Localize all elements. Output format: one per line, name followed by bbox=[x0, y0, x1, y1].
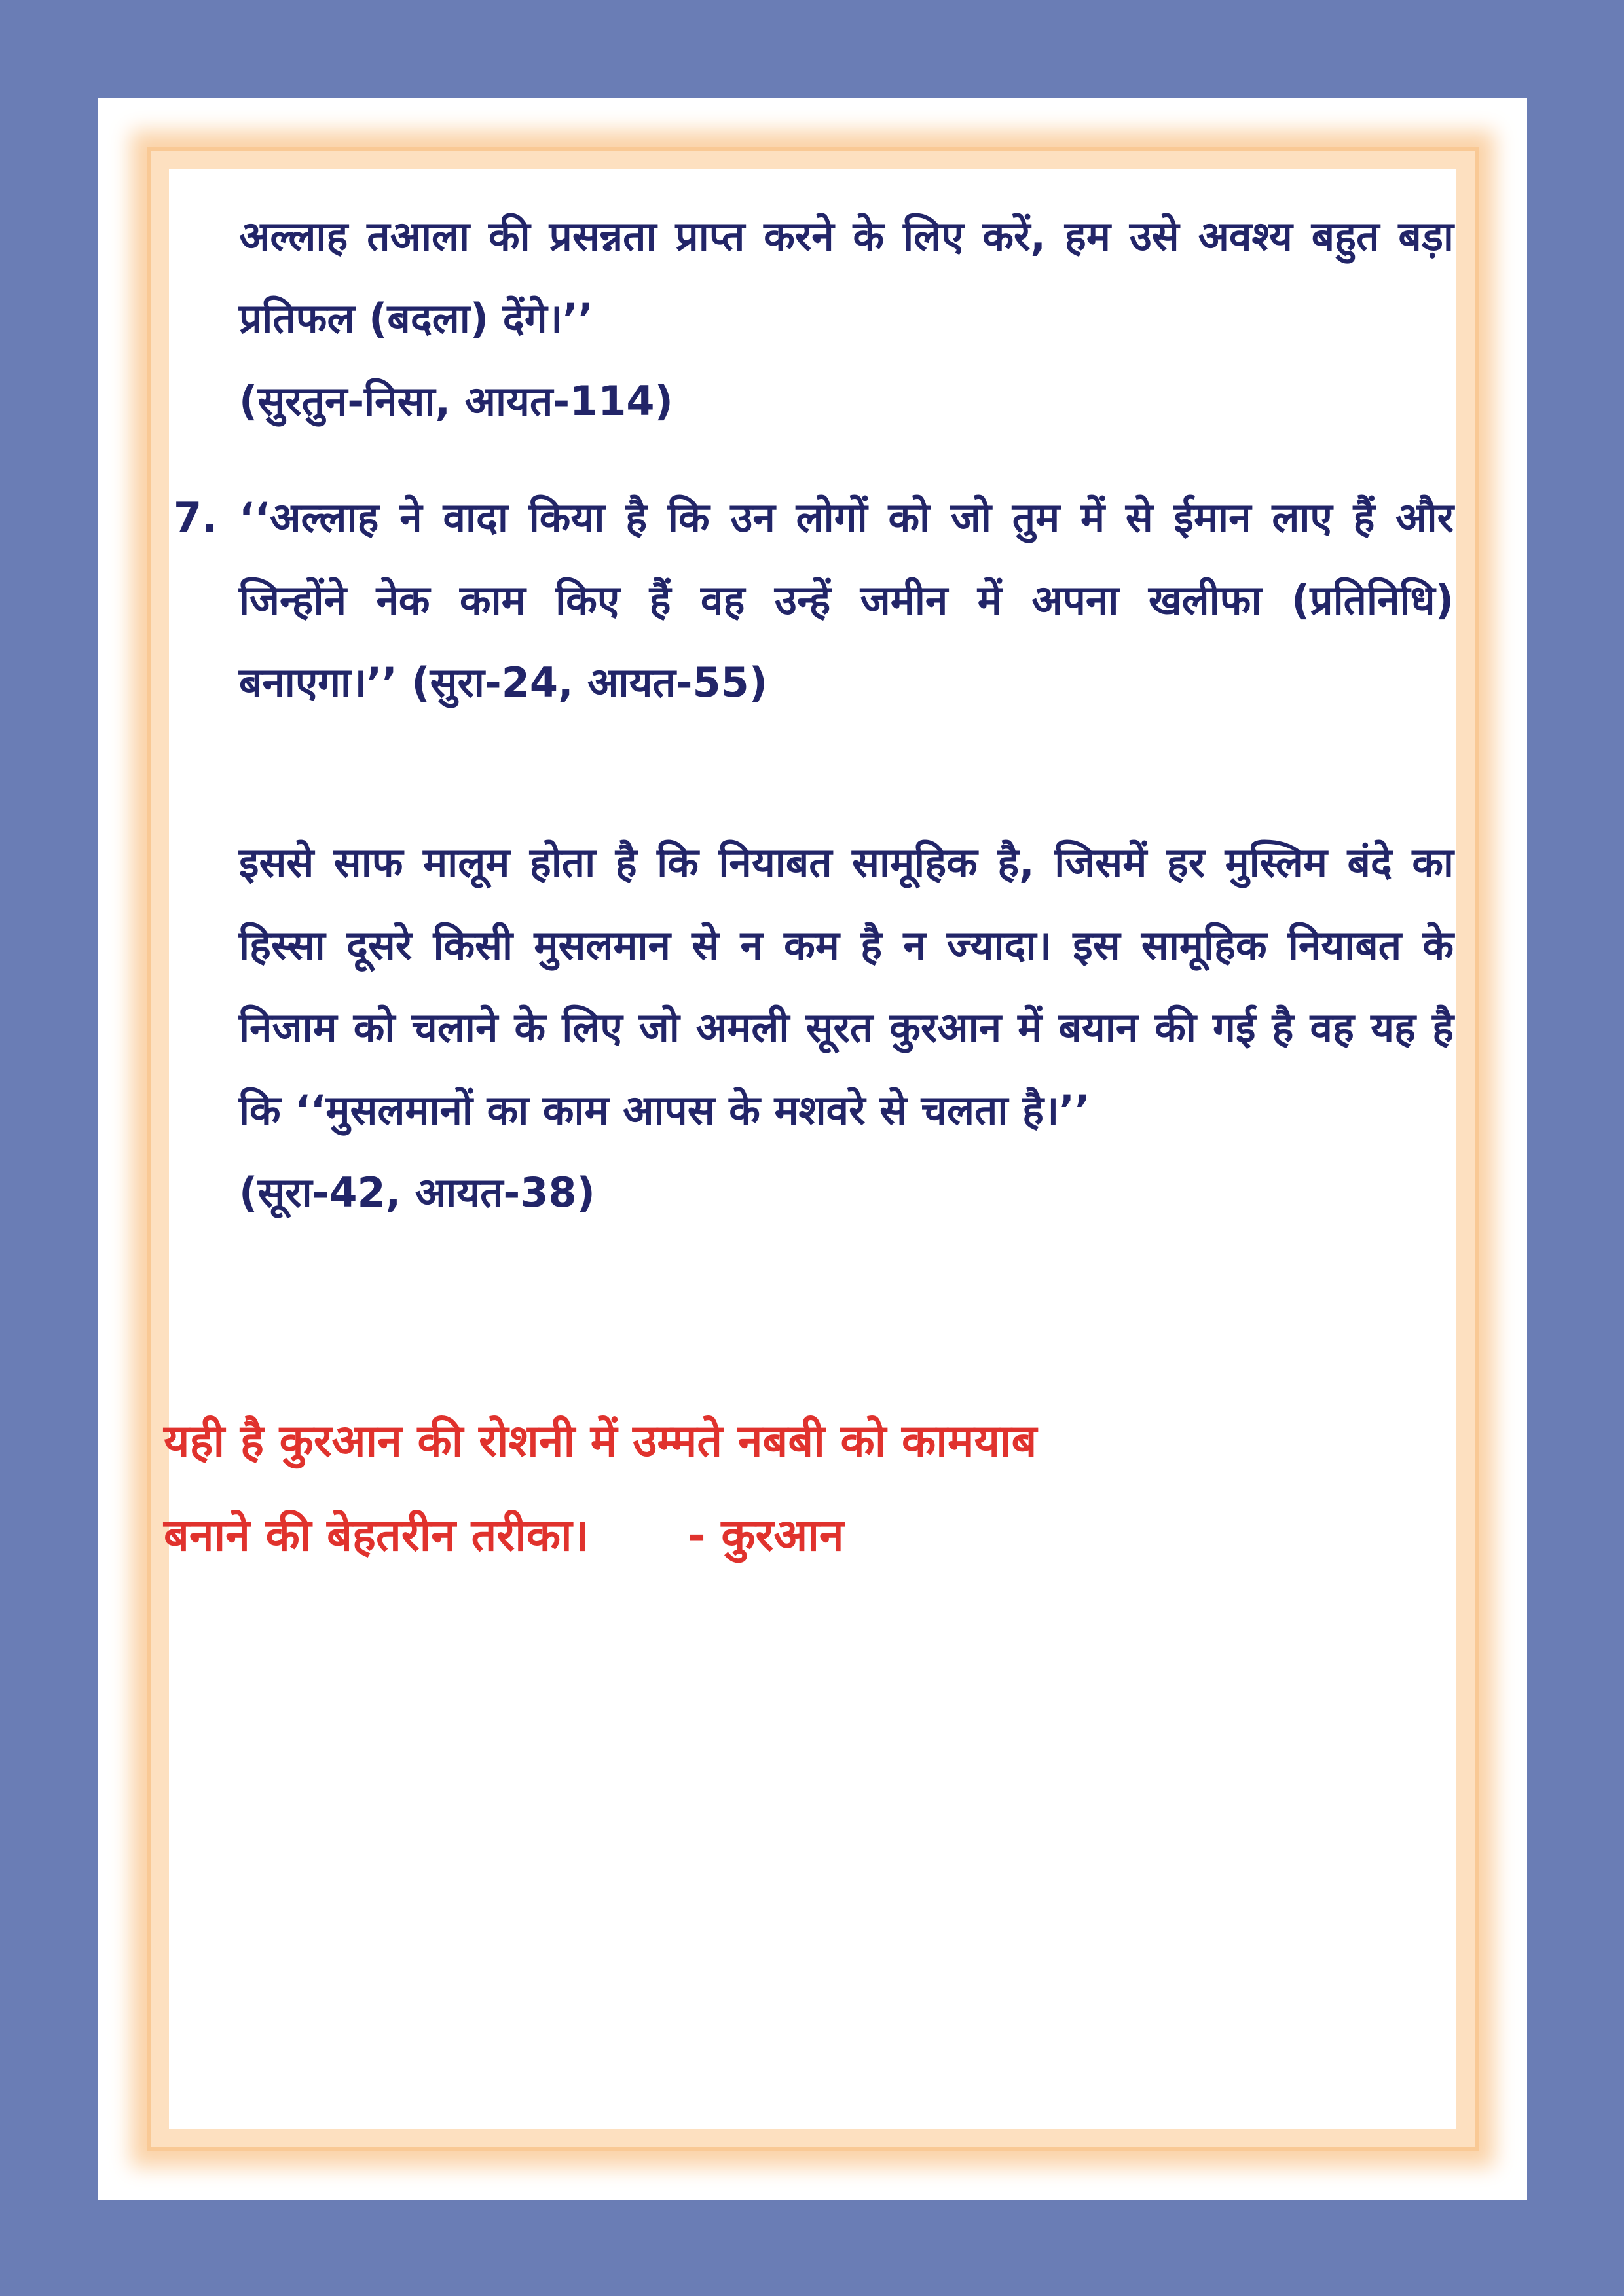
explanation-paragraph-text: इससे साफ मालूम होता है कि नियाबत सामूहिक है, जिसमें हर मुस्लिम बंदे का हिस्सा दूसरे किसी मुसलमान से न कम है न ज्यादा। इस सामूहिक नियाबत के निजाम को चलाने के लिए जो अमली सूरत कुरआन में बयान की गई है वह यह है कि ‘‘मुसलमानों का काम आपस के मशवरे से चलता है।’’ bbox=[239, 839, 1454, 1134]
conclusion-line-1: यही है कुरआन की रोशनी में उम्मते नबबी को कामयाब bbox=[164, 1415, 1037, 1467]
quote-paragraph-1-reference: (सुरतुन-निसा, आयत-114) bbox=[239, 377, 673, 425]
quote-paragraph-1 bbox=[239, 195, 1454, 443]
conclusion-line-2-text: बनाने की बेहतरीन तरीका। bbox=[164, 1510, 589, 1561]
item-number: 7. bbox=[174, 494, 217, 541]
numbered-item-7 bbox=[174, 477, 1454, 724]
conclusion-line-2 bbox=[164, 1489, 1464, 1583]
explanation-paragraph bbox=[239, 822, 1454, 1234]
explanation-paragraph-reference: (सूरा-42, आयत-38) bbox=[239, 1169, 595, 1216]
quote-paragraph-1-text: अल्लाह तआला की प्रसन्नता प्राप्त करने के लिए करें, हम उसे अवश्य बहुत बड़ा प्रतिफल (बदला) देंगे।’’ bbox=[239, 212, 1454, 342]
conclusion-statement bbox=[164, 1394, 1464, 1583]
conclusion-source: - कुरआन bbox=[687, 1510, 844, 1561]
item-7-text: ‘‘अल्लाह ने वादा किया है कि उन लोगों को जो तुम में से ईमान लाए हैं और जिन्होंने नेक काम किए हैं वह उन्हें जमीन में अपना खलीफा (प्रतिनिधि) बनाएगा।’’ (सुरा-24, आयत-55) bbox=[239, 494, 1454, 706]
